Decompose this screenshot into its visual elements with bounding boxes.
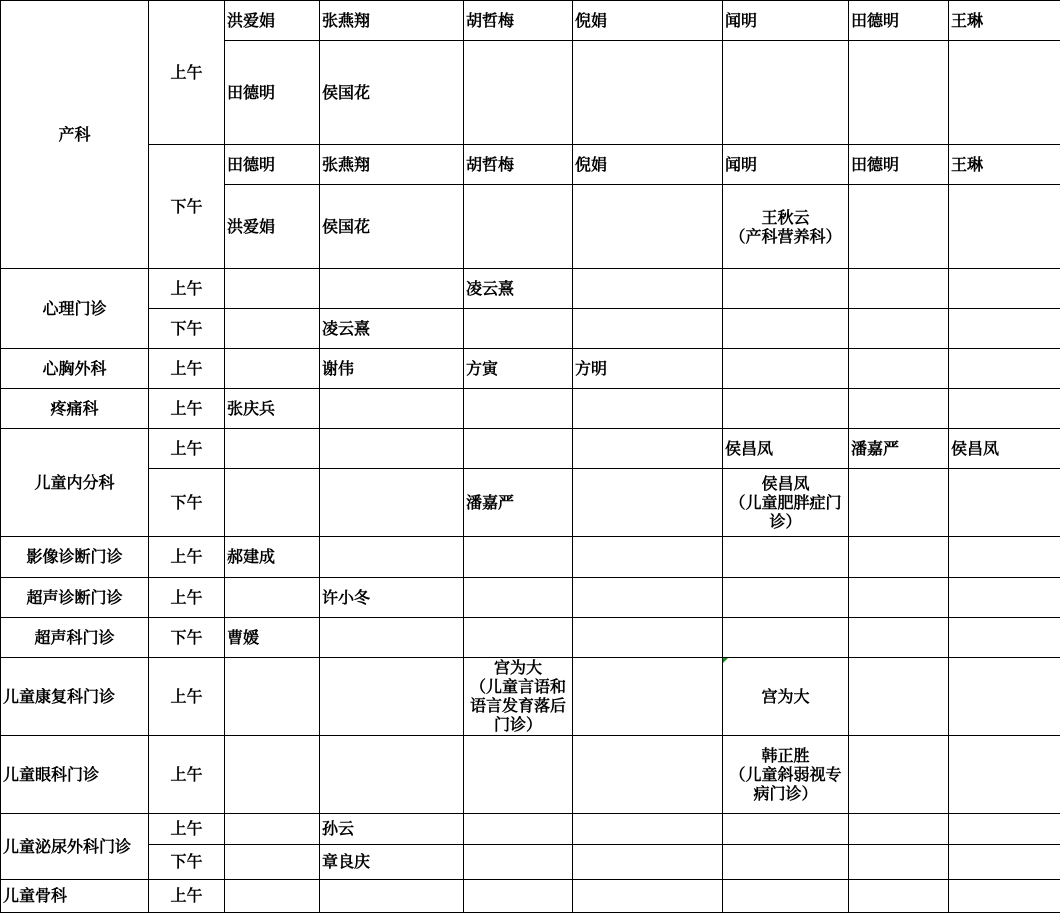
period-cell: 下午 (149, 617, 225, 657)
doctor-cell (949, 469, 1060, 537)
doctor-cell (320, 879, 464, 912)
doctor-cell (723, 879, 849, 912)
doctor-cell (949, 537, 1060, 577)
schedule-row (1, 1, 1060, 41)
doctor-cell: 胡哲梅 (464, 1, 573, 41)
department-cell: 影像诊断门诊 (1, 537, 149, 577)
doctor-cell: 侯昌凤 (949, 429, 1060, 469)
doctor-cell (573, 617, 723, 657)
doctor-cell: 闻明 (723, 145, 849, 185)
schedule-row (1, 879, 1060, 912)
doctor-cell (949, 185, 1060, 269)
doctor-cell (320, 617, 464, 657)
doctor-cell (225, 309, 320, 349)
doctor-cell: 胡哲梅 (464, 145, 573, 185)
doctor-cell (849, 349, 949, 389)
doctor-cell: 宫为大 （儿童言语和语言发育落后门诊） (464, 657, 573, 735)
schedule-row (1, 735, 1060, 813)
doctor-cell (225, 879, 320, 912)
department-cell: 产科 (1, 1, 149, 269)
doctor-cell (573, 269, 723, 309)
department-cell: 儿童泌尿外科门诊 (1, 813, 149, 879)
doctor-cell: 章良庆 (320, 844, 464, 879)
doctor-cell (849, 41, 949, 145)
doctor-cell (573, 813, 723, 844)
doctor-cell (225, 269, 320, 309)
department-cell: 儿童眼科门诊 (1, 735, 149, 813)
doctor-cell (723, 309, 849, 349)
doctor-cell (320, 735, 464, 813)
doctor-cell (723, 41, 849, 145)
doctor-cell (949, 269, 1060, 309)
doctor-cell (464, 309, 573, 349)
doctor-cell (849, 657, 949, 735)
period-cell: 上午 (149, 879, 225, 912)
doctor-cell: 方寅 (464, 349, 573, 389)
doctor-cell (573, 844, 723, 879)
doctor-cell (225, 813, 320, 844)
schedule-row (1, 617, 1060, 657)
doctor-cell (464, 813, 573, 844)
department-cell: 超声科门诊 (1, 617, 149, 657)
schedule-row (1, 577, 1060, 617)
period-cell: 下午 (149, 145, 225, 269)
doctor-cell (949, 309, 1060, 349)
period-cell: 下午 (149, 844, 225, 879)
schedule-row (1, 469, 1060, 537)
doctor-cell (573, 309, 723, 349)
doctor-cell: 王琳 (949, 1, 1060, 41)
doctor-cell (723, 349, 849, 389)
doctor-cell (320, 389, 464, 429)
doctor-cell (320, 269, 464, 309)
doctor-cell (849, 844, 949, 879)
department-cell: 儿童骨科 (1, 879, 149, 912)
doctor-cell: 王琳 (949, 145, 1060, 185)
doctor-cell (849, 469, 949, 537)
doctor-cell: 闻明 (723, 1, 849, 41)
department-cell: 儿童康复科门诊 (1, 657, 149, 735)
doctor-cell (225, 577, 320, 617)
doctor-cell: 潘嘉严 (464, 469, 573, 537)
schedule-row (1, 537, 1060, 577)
doctor-cell: 张燕翔 (320, 1, 464, 41)
doctor-cell (849, 735, 949, 813)
doctor-cell (949, 735, 1060, 813)
doctor-cell (849, 537, 949, 577)
doctor-cell (464, 429, 573, 469)
doctor-cell (464, 537, 573, 577)
schedule-row (1, 813, 1060, 844)
doctor-cell (723, 389, 849, 429)
schedule-row (1, 145, 1060, 185)
period-cell: 上午 (149, 349, 225, 389)
doctor-cell: 凌云熹 (464, 269, 573, 309)
doctor-cell (464, 735, 573, 813)
period-cell: 上午 (149, 537, 225, 577)
period-cell: 上午 (149, 269, 225, 309)
doctor-cell: 倪娟 (573, 1, 723, 41)
doctor-cell: 洪爱娟 (225, 185, 320, 269)
doctor-cell (949, 577, 1060, 617)
department-cell: 心胸外科 (1, 349, 149, 389)
doctor-cell (949, 41, 1060, 145)
doctor-cell: 张庆兵 (225, 389, 320, 429)
doctor-cell (949, 349, 1060, 389)
doctor-cell (573, 537, 723, 577)
doctor-cell (949, 879, 1060, 912)
doctor-cell (464, 577, 573, 617)
doctor-cell (573, 41, 723, 145)
doctor-cell (849, 577, 949, 617)
period-cell: 上午 (149, 389, 225, 429)
doctor-cell: 凌云熹 (320, 309, 464, 349)
doctor-cell: 田德明 (849, 1, 949, 41)
doctor-cell (320, 537, 464, 577)
period-cell: 上午 (149, 813, 225, 844)
doctor-cell: 许小冬 (320, 577, 464, 617)
doctor-cell (849, 617, 949, 657)
doctor-cell (464, 844, 573, 879)
doctor-cell: 宫为大 (723, 657, 849, 735)
department-cell: 心理门诊 (1, 269, 149, 349)
doctor-cell (723, 577, 849, 617)
doctor-cell: 谢伟 (320, 349, 464, 389)
schedule-body (1, 1, 1060, 913)
doctor-cell: 田德明 (225, 145, 320, 185)
doctor-cell (849, 813, 949, 844)
doctor-cell (573, 429, 723, 469)
doctor-cell: 潘嘉严 (849, 429, 949, 469)
doctor-cell: 倪娟 (573, 145, 723, 185)
doctor-cell (225, 349, 320, 389)
doctor-cell: 侯昌凤 (723, 429, 849, 469)
period-cell: 上午 (149, 577, 225, 617)
doctor-cell: 侯昌凤 （儿童肥胖症门诊） (723, 469, 849, 537)
doctor-cell (573, 879, 723, 912)
doctor-cell (573, 389, 723, 429)
doctor-cell: 王秋云 （产科营养科） (723, 185, 849, 269)
schedule-row (1, 269, 1060, 309)
schedule-row (1, 389, 1060, 429)
schedule-row (1, 349, 1060, 389)
doctor-cell (849, 269, 949, 309)
doctor-cell: 郝建成 (225, 537, 320, 577)
doctor-cell (320, 429, 464, 469)
schedule-row (1, 844, 1060, 879)
doctor-cell (573, 469, 723, 537)
doctor-cell (573, 185, 723, 269)
doctor-cell (949, 813, 1060, 844)
doctor-cell (949, 657, 1060, 735)
doctor-cell (320, 469, 464, 537)
doctor-cell: 孙云 (320, 813, 464, 844)
doctor-cell (849, 185, 949, 269)
doctor-cell: 张燕翔 (320, 145, 464, 185)
doctor-cell (723, 269, 849, 309)
doctor-cell (723, 844, 849, 879)
period-cell: 下午 (149, 469, 225, 537)
doctor-cell (723, 617, 849, 657)
doctor-cell (464, 617, 573, 657)
period-cell: 上午 (149, 429, 225, 469)
schedule-row (1, 309, 1060, 349)
schedule-row (1, 429, 1060, 469)
doctor-cell: 曹媛 (225, 617, 320, 657)
doctor-cell (723, 813, 849, 844)
period-cell: 上午 (149, 657, 225, 735)
doctor-cell (573, 577, 723, 617)
period-cell: 上午 (149, 1, 225, 145)
period-cell: 上午 (149, 735, 225, 813)
doctor-cell (949, 844, 1060, 879)
doctor-cell (464, 185, 573, 269)
doctor-cell: 侯国花 (320, 185, 464, 269)
doctor-cell (225, 657, 320, 735)
doctor-cell: 方明 (573, 349, 723, 389)
doctor-cell: 洪爱娟 (225, 1, 320, 41)
schedule-row (1, 657, 1060, 735)
doctor-cell: 田德明 (225, 41, 320, 145)
doctor-cell (949, 617, 1060, 657)
department-cell: 超声诊断门诊 (1, 577, 149, 617)
doctor-cell (464, 879, 573, 912)
doctor-cell (849, 389, 949, 429)
doctor-cell (225, 469, 320, 537)
doctor-cell (225, 735, 320, 813)
period-cell: 下午 (149, 309, 225, 349)
department-cell: 儿童内分科 (1, 429, 149, 537)
doctor-cell (849, 879, 949, 912)
doctor-cell (723, 537, 849, 577)
doctor-cell (573, 657, 723, 735)
doctor-cell (849, 309, 949, 349)
doctor-cell (225, 429, 320, 469)
doctor-cell (225, 844, 320, 879)
doctor-cell: 田德明 (849, 145, 949, 185)
department-cell: 疼痛科 (1, 389, 149, 429)
doctor-cell (320, 657, 464, 735)
doctor-cell (464, 41, 573, 145)
doctor-cell (573, 735, 723, 813)
doctor-cell: 韩正胜 （儿童斜弱视专病门诊） (723, 735, 849, 813)
doctor-cell (949, 389, 1060, 429)
doctor-cell (464, 389, 573, 429)
doctor-cell: 侯国花 (320, 41, 464, 145)
